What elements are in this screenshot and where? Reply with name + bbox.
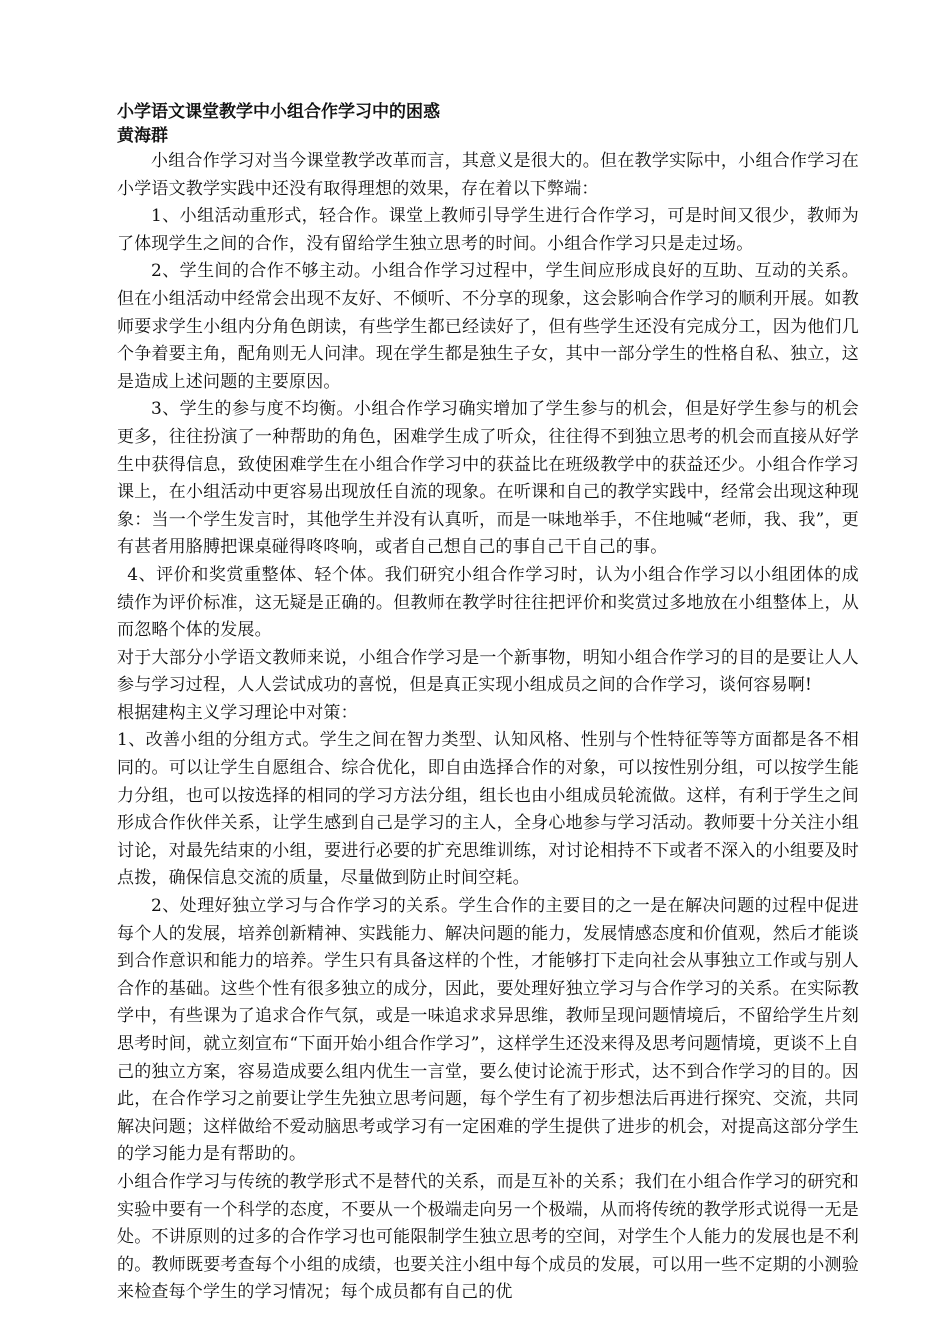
paragraph-problem-4: 4、评价和奖赏重整体、轻个体。我们研究小组合作学习时，认为小组合作学习以小组团体的成绩作为评价标准，这无疑是正确的。但教师在教学时往往把评价和奖赏过多地放在小组整体上，从而忽略个体的发展。 (117, 564, 859, 641)
paragraph-problem-1: 1、小组活动重形式，轻合作。课堂上教师引导学生进行合作学习，可是时间又很少，教师为了体现学生之间的合作，没有留给学生独立思考的时间。小组合作学习只是走过场。 (117, 206, 859, 254)
paragraph-summary: 对于大部分小学语文教师来说，小组合作学习是一个新事物，明知小组合作学习的目的是要让人人参与学习过程，人人尝试成功的喜悦，但是真正实现小组成员之间的合作学习，谈何容易啊! (117, 647, 859, 696)
paragraph-strategy-2: 2、处理好独立学习与合作学习的关系。学生合作的主要目的之一是在解决问题的过程中促进每个人的发展，培养创新精神、实践能力、解决问题的能力，发展情感态度和价值观，然后才能谈到合作意识和能力的培养。学生只有具备这样的个性，才能够打下走向社会从事独立工作或与别人合作的基础。这些个性有很多独立的成分，因此，要处理好独立学习与合作学习的关系。在实际教学中，有些课为了追求合作气氛，或是一味追求求异思维，教师呈现问题情境后，不留给学生片刻思考时间，就立刻宣布“下面开始小组合作学习”，这样学生还没来得及思考问题情境，更谈不上自己的独立方案，容易造成要么组内优生一言堂，要么使讨论流于形式，达不到合作学习的目的。因此，在合作学习之前要让学生先独立思考问题，每个学生有了初步想法后再进行探究、交流，共同解决问题；这样做给不爱动脑思考或学习有一定困难的学生提供了进步的机会，对提高这部分学生的学习能力是有帮助的。 (117, 896, 859, 1165)
document-author: 黄海群 (117, 126, 168, 146)
document-title: 小学语文课堂教学中小组合作学习中的困惑 (117, 102, 440, 122)
paragraph-strategy-heading: 根据建构主义学习理论中对策： (117, 702, 358, 723)
paragraph-problem-2: 2、学生间的合作不够主动。小组合作学习过程中，学生间应形成良好的互助、互动的关系。但在小组活动中经常会出现不友好、不倾听、不分享的现象，这会影响合作学习的顺利开展。如教师要求学生小组内分角色朗读，有些学生都已经读好了，但有些学生还没有完成分工，因为他们几个争着要主角，配角则无人问津。现在学生都是独生子女，其中一部分学生的性格自私、独立，这是造成上述问题的主要原因。 (117, 261, 859, 392)
paragraph-intro: 小组合作学习对当今课堂教学改革而言，其意义是很大的。但在教学实际中，小组合作学习在小学语文教学实践中还没有取得理想的效果，存在着以下弊端： (117, 151, 859, 199)
paragraph-strategy-1: 1、改善小组的分组方式。学生之间在智力类型、认知风格、性别与个性特征等等方面都是各不相同的。可以让学生自愿组合、综合优化，即自由选择合作的对象，可以按性别分组，可以按学生能力分组，也可以按选择的相同的学习方法分组，组长也由小组成员轮流做。这样，有利于学生之间形成合作伙伴关系，让学生感到自己是学习的主人，全身心地参与学习活动。教师要十分关注小组讨论，对最先结束的小组，要进行必要的扩充思维训练，对讨论相持不下或者不深入的小组要及时点拨，确保信息交流的质量，尽量做到防止时间空耗。 (117, 730, 859, 889)
document-page (117, 100, 859, 1307)
paragraph-problem-3: 3、学生的参与度不均衡。小组合作学习确实增加了学生参与的机会，但是好学生参与的机会更多，往往扮演了一种帮助的角色，困难学生成了听众，往往得不到独立思考的机会而直接从好学生中获得信息，致使困难学生在小组合作学习中的获益比在班级教学中的获益还少。小组合作学习课上，在小组活动中更容易出现放任自流的现象。在听课和自己的教学实践中，经常会出现这种现象：当一个学生发言时，其他学生并没有认真听，而是一味地举手，不住地喊“老师，我、我”，更有甚者用胳膊把课桌碰得咚咚响，或者自己想自己的事自己干自己的事。 (117, 399, 859, 558)
paragraph-conclusion: 小组合作学习与传统的教学形式不是替代的关系，而是互补的关系；我们在小组合作学习的研究和实验中要有一个科学的态度，不要从一个极端走向另一个极端，从而将传统的教学形式说得一无是处。不讲原则的过多的合作学习也可能限制学生独立思考的空间，对学生个人能力的发展也是不利的。教师既要考查每个小组的成绩，也要关注小组中每个成员的发展，可以用一些不定期的小测验来检查每个学生的学习情况；每个成员都有自己的优 (117, 1171, 859, 1303)
